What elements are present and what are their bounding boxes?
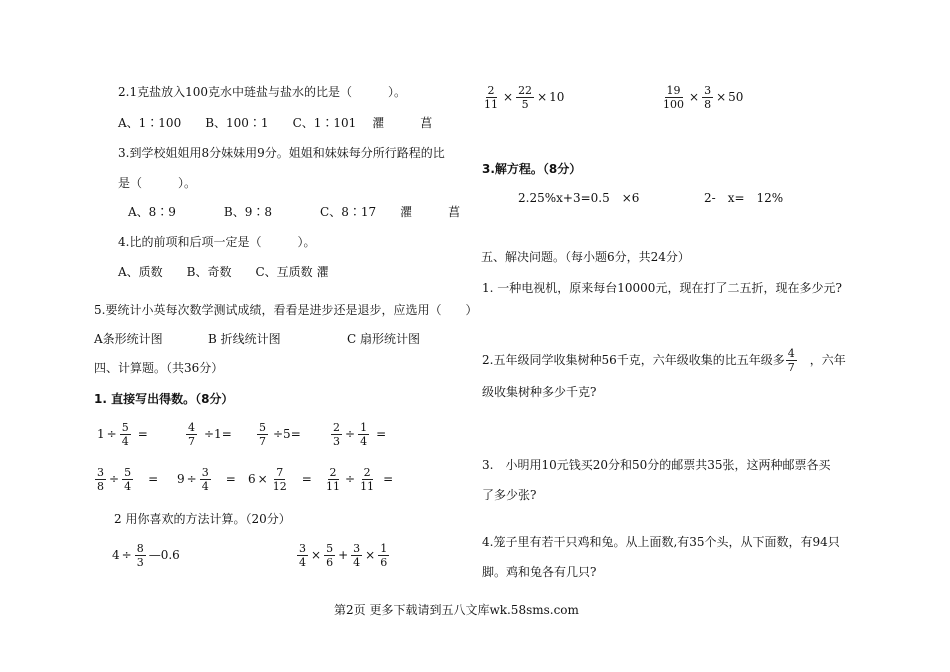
- whole: 9: [177, 472, 185, 486]
- numerator: 3: [299, 542, 306, 555]
- numerator: 3: [704, 84, 712, 97]
- tail: ÷1=: [204, 427, 232, 441]
- denominator: 4: [360, 435, 368, 448]
- fraction: [661, 85, 686, 110]
- denominator: 4: [353, 556, 361, 569]
- denominator: 7: [188, 435, 195, 448]
- whole: 1: [97, 427, 105, 441]
- denominator: 4: [124, 480, 132, 493]
- numerator: 1: [380, 542, 388, 555]
- numerator: 3: [201, 466, 209, 479]
- numerator: 22: [518, 84, 533, 97]
- denominator: 3: [136, 556, 144, 569]
- direct-item-4: [330, 422, 386, 447]
- direct-item-2: [185, 422, 232, 447]
- direct-item-3: [256, 422, 301, 447]
- numerator: 8: [136, 542, 144, 555]
- tail: =: [383, 472, 394, 486]
- equation-heading: 3.解方程。（8分）: [482, 162, 582, 176]
- section-4-heading: 四、计算题。（共36分）: [94, 361, 224, 375]
- numerator: 2: [329, 466, 337, 479]
- question-5-option-b: B 折线统计图: [208, 332, 281, 346]
- direct-item-7: [248, 467, 312, 492]
- multiply-sign: ×: [365, 548, 376, 562]
- question-5-text: 5.要统计小英每次数学测试成绩，看看是进步还是退步，应选用（ ）: [94, 303, 478, 317]
- denominator: 8: [97, 480, 104, 493]
- numerator: 1: [360, 421, 368, 434]
- tail: 50: [728, 90, 744, 104]
- denominator: 4: [201, 480, 209, 493]
- numerator: 5: [259, 421, 266, 434]
- denominator: 8: [704, 98, 712, 111]
- fraction: [378, 543, 389, 568]
- question-2: [118, 86, 406, 100]
- problem-4-line1: 4.笼子里有若干只鸡和兔。从上面数,有35个头，从下面数，有94只: [482, 535, 840, 549]
- question-5: [94, 304, 477, 318]
- fraction: [122, 467, 133, 492]
- problem-2-text-tail: ，六年: [809, 353, 846, 367]
- numerator: 19: [666, 84, 681, 97]
- problem-3-line2: 了多少张?: [482, 488, 537, 502]
- fraction: [331, 422, 342, 447]
- denominator: 11: [484, 98, 498, 111]
- question-5-option-c: C 扇形统计图: [347, 332, 420, 346]
- options-text: A、1∶100 B、100∶1 C、1∶101: [118, 116, 357, 130]
- question-3-text2: 是（ ）。: [118, 176, 197, 190]
- fraction: [358, 467, 376, 492]
- calc-expr-3: [481, 85, 564, 110]
- tail: ÷5=: [273, 427, 301, 441]
- problem-2-text: 2.五年级同学收集树种56千克，六年级收集的比五年级多: [482, 353, 785, 367]
- tail: =: [301, 472, 312, 486]
- direct-item-5: [94, 467, 158, 492]
- fraction: [324, 467, 342, 492]
- calc-expr-1: [112, 543, 180, 568]
- question-3: [118, 147, 445, 161]
- operator: ÷: [345, 427, 356, 441]
- denominator: 4: [121, 435, 129, 448]
- operator: ×: [257, 472, 268, 486]
- question-3-options: [128, 206, 460, 220]
- numerator: 3: [97, 466, 104, 479]
- operator: ÷: [345, 472, 356, 486]
- direct-item-1: [97, 422, 148, 447]
- section-5-heading: 五、解决问题。（每小题6分，共24分）: [481, 250, 690, 264]
- denominator: 11: [360, 480, 375, 493]
- fraction: [351, 543, 362, 568]
- question-3-line2: [118, 177, 196, 191]
- tail: =: [148, 472, 159, 486]
- question-4-text: 4.比的前项和后项一定是（ ）。: [118, 235, 316, 249]
- question-3-text: 3.到学校姐姐用8分妹妹用9分。姐姐和妹妹每分所行路程的比: [118, 146, 445, 160]
- numerator: 4: [787, 347, 795, 360]
- equation-1: 2.25%x+3=0.5 ×6: [518, 191, 640, 205]
- numerator: 5: [121, 421, 129, 434]
- operator: ÷: [186, 472, 197, 486]
- denominator: 3: [333, 435, 340, 448]
- stray-chars: 灈 菖: [372, 116, 433, 130]
- fraction: [516, 85, 534, 110]
- sub-1-heading: 1. 直接写出得数。（8分）: [94, 392, 234, 406]
- numerator: 5: [326, 542, 334, 555]
- problem-2-line2: 级收集树种多少千克?: [482, 385, 597, 399]
- direct-item-6: [177, 467, 236, 492]
- fraction: [358, 422, 369, 447]
- multiply-sign: ×: [537, 90, 548, 104]
- denominator: 5: [521, 98, 529, 111]
- denominator: 12: [272, 480, 287, 493]
- fraction: [702, 85, 713, 110]
- fraction: [135, 543, 146, 568]
- fraction: [482, 85, 500, 110]
- question-4: [118, 236, 315, 250]
- sub-2-heading: 2 用你喜欢的方法计算。（20分）: [114, 512, 291, 526]
- question-5-option-a: A条形统计图: [94, 332, 163, 346]
- question-2-text: 2.1克盐放入100克水中琏盐与盐水的比是（ ）。: [118, 85, 406, 99]
- fraction: [786, 348, 797, 373]
- numerator: 2: [363, 466, 371, 479]
- fraction: [257, 422, 268, 447]
- calc-expr-4: [660, 85, 743, 110]
- fraction: [120, 422, 131, 447]
- stray-chars: 灈: [316, 265, 329, 279]
- denominator: 11: [326, 480, 340, 493]
- stray-chars: 灈 菖: [400, 205, 461, 219]
- fraction: [271, 467, 289, 492]
- numerator: 5: [124, 466, 132, 479]
- denominator: 6: [380, 556, 388, 569]
- fraction: [297, 543, 308, 568]
- denominator: 6: [326, 556, 334, 569]
- fraction: [324, 543, 335, 568]
- multiply-sign: ×: [689, 90, 700, 104]
- tail: =: [137, 427, 148, 441]
- question-4-options: [118, 266, 329, 280]
- calc-expr-2: [296, 543, 390, 568]
- problem-1: 1. 一种电视机，原来每台10000元，现在打了二五折，现在多少元?: [482, 281, 842, 295]
- equation-2: 2- x= 12%: [704, 191, 784, 205]
- denominator: 4: [299, 556, 306, 569]
- denominator: 7: [787, 361, 795, 374]
- problem-3-line1: 3. 小明用10元钱买20分和50分的邮票共35张，这两种邮票各买: [482, 458, 831, 472]
- denominator: 7: [259, 435, 266, 448]
- whole: 4: [112, 548, 120, 562]
- fraction: [95, 467, 106, 492]
- numerator: 2: [487, 84, 495, 97]
- tail: —0.6: [148, 548, 180, 562]
- direct-item-8: [323, 467, 393, 492]
- multiply-sign: ×: [311, 548, 322, 562]
- operator: ÷: [109, 472, 120, 486]
- whole: 6: [248, 472, 256, 486]
- fraction: [200, 467, 211, 492]
- tail: 10: [549, 90, 565, 104]
- denominator: 100: [663, 98, 684, 111]
- plus-sign: +: [338, 548, 349, 562]
- multiply-sign: ×: [716, 90, 727, 104]
- multiply-sign: ×: [503, 90, 514, 104]
- numerator: 3: [353, 542, 361, 555]
- numerator: 2: [333, 421, 340, 434]
- options-text: A、8∶9 B、9∶8 C、8∶17: [128, 205, 377, 219]
- options-text: A、质数 B、奇数 C、互质数: [118, 265, 313, 279]
- tail: =: [225, 472, 236, 486]
- page-footer: 第2页 更多下载请到五八文库wk.58sms.com: [334, 603, 579, 617]
- numerator: 4: [188, 421, 195, 434]
- operator: ÷: [106, 427, 117, 441]
- operator: ÷: [121, 548, 132, 562]
- fraction: [186, 422, 197, 447]
- problem-4-line2: 脚。鸡和兔各有几只?: [482, 565, 597, 579]
- tail: =: [376, 427, 387, 441]
- problem-2-line1: [482, 348, 846, 373]
- question-2-options: [118, 117, 432, 131]
- numerator: 7: [276, 466, 284, 479]
